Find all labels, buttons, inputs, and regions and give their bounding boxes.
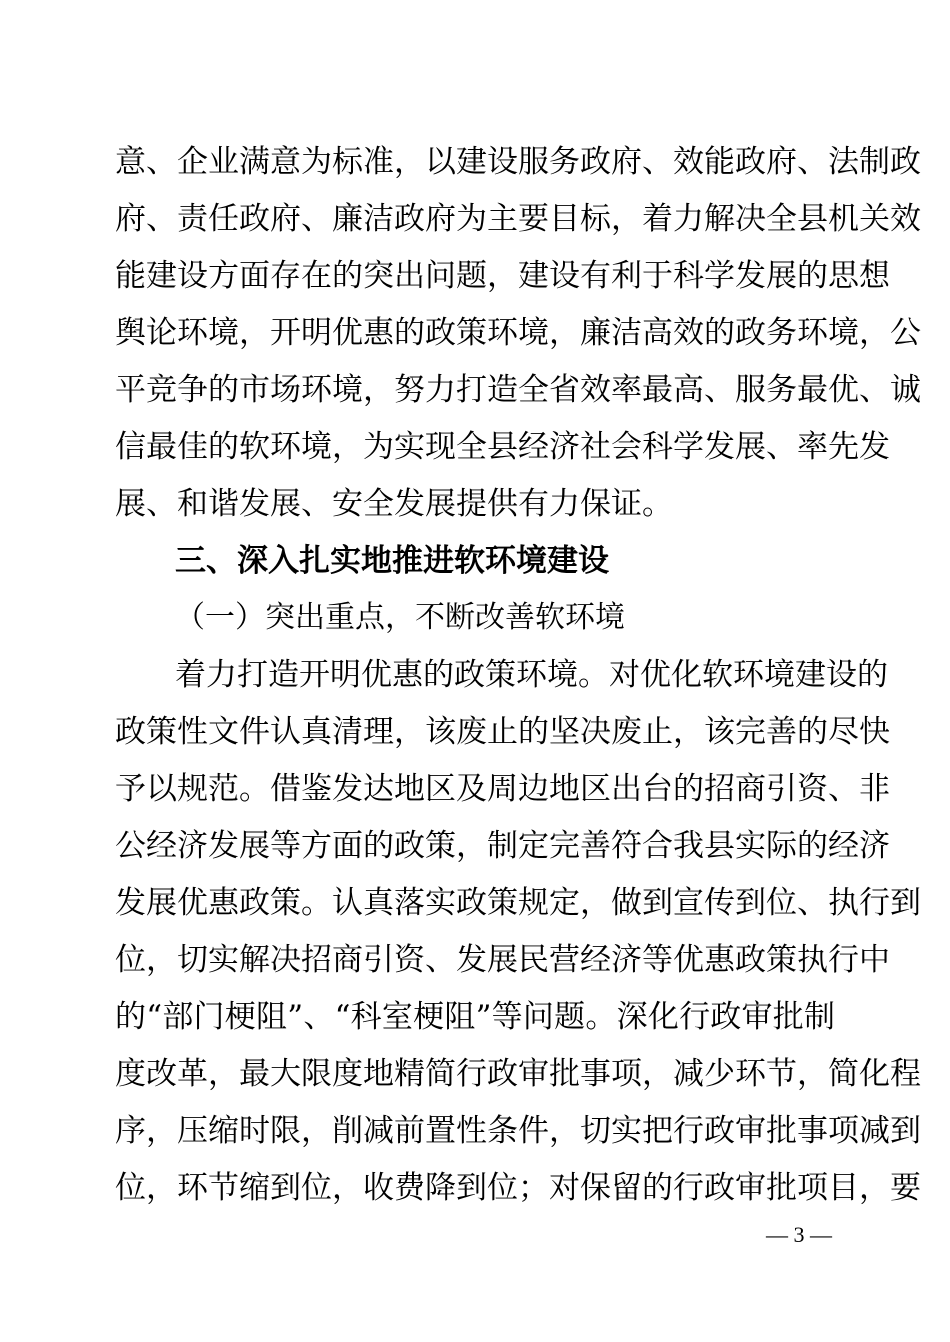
body-line: 舆论环境，开明优惠的政策环境，廉洁高效的政务环境，公 [115,315,921,351]
body-line: 的“部门梗阻”、“科室梗阻”等问题。深化行政审批制 [115,999,835,1035]
body-line: 意、企业满意为标准，以建设服务政府、效能政府、法制政 [115,144,921,180]
body-line: 展、和谐发展、安全发展提供有力保证。 [115,486,673,522]
body-line: 信最佳的软环境，为实现全县经济社会科学发展、率先发 [115,429,890,465]
subsection-heading: （一）突出重点，不断改善软环境 [175,600,625,635]
body-line: 序，压缩时限，削减前置性条件，切实把行政审批事项减到 [115,1113,921,1149]
body-line: 发展优惠政策。认真落实政策规定，做到宣传到位、执行到 [115,885,921,921]
page-number: — 3 — [766,1222,832,1247]
body-line: 着力打造开明优惠的政策环境。对优化软环境建设的 [175,657,888,693]
body-line: 政策性文件认真清理，该废止的坚决废止，该完善的尽快 [115,714,890,750]
section-heading: 三、深入扎实地推进软环境建设 [175,543,609,579]
body-line: 公经济发展等方面的政策，制定完善符合我县实际的经济 [115,828,890,864]
body-line: 能建设方面存在的突出问题，建设有利于科学发展的思想 [115,258,890,294]
body-line: 位，切实解决招商引资、发展民营经济等优惠政策执行中 [115,942,890,978]
body-line: 位，环节缩到位，收费降到位；对保留的行政审批项目，要 [115,1170,921,1206]
body-line: 平竞争的市场环境，努力打造全省效率最高、服务最优、诚 [115,372,921,408]
body-line: 度改革，最大限度地精简行政审批事项，减少环节，简化程 [115,1056,921,1092]
body-line: 府、责任政府、廉洁政府为主要目标，着力解决全县机关效 [115,201,921,237]
body-line: 予以规范。借鉴发达地区及周边地区出台的招商引资、非 [115,771,890,807]
